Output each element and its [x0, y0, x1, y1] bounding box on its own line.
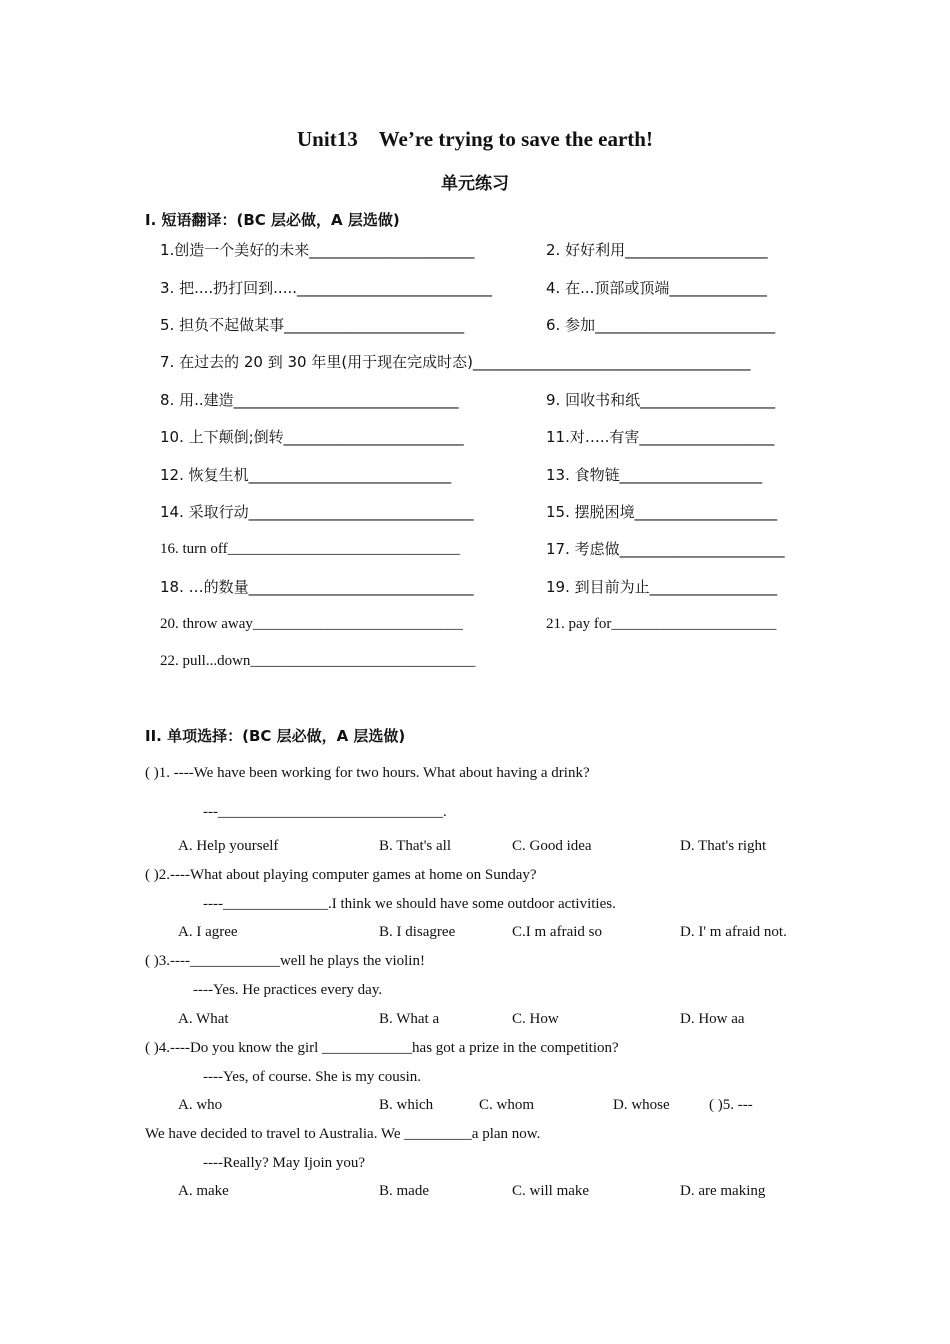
- phrase-item-17: 17. 考虑做______________________: [546, 540, 785, 558]
- page-subtitle: 单元练习: [441, 174, 509, 194]
- question-5-stem: We have decided to travel to Australia. We _________a plan now.: [145, 1126, 541, 1142]
- question-3-option-a: A. What: [178, 1011, 229, 1027]
- question-1-option-b: B. That's all: [379, 838, 452, 854]
- phrase-item-1: 1.创造一个美好的未来______________________: [160, 241, 475, 259]
- question-5-option-a: A. make: [178, 1183, 229, 1199]
- question-1-option-c: C. Good idea: [512, 838, 592, 854]
- question-5-option-c: C. will make: [512, 1183, 590, 1199]
- question-2-option-d: D. I' m afraid not.: [680, 924, 787, 940]
- question-3-option-d: D. How aa: [680, 1011, 745, 1027]
- question-3-stem: ( )3.----____________well he plays the violin!: [145, 953, 425, 969]
- phrase-item-2: 2. 好好利用___________________: [546, 241, 768, 259]
- question-5-reply: ----Really? May Ijoin you?: [203, 1155, 366, 1171]
- phrase-item-7: 7. 在过去的 20 到 30 年里(用于现在完成时态)_____________________________________: [160, 353, 751, 371]
- question-3-option-c: C. How: [512, 1011, 559, 1027]
- question-4-option-b: B. which: [379, 1097, 434, 1113]
- section-2-heading: II. 单项选择：(BC 层必做，A 层选做): [145, 727, 406, 745]
- page-title: Unit13 We’re trying to save the earth!: [297, 127, 653, 151]
- question-2-option-b: B. I disagree: [379, 924, 456, 940]
- phrase-item-6: 6. 参加________________________: [546, 316, 776, 334]
- phrase-item-11: 11.对…..有害__________________: [546, 428, 775, 446]
- question-2-reply: ----______________.I think we should have some outdoor activities.: [203, 896, 616, 912]
- phrase-item-13: 13. 食物链___________________: [546, 466, 763, 484]
- question-4-option-d: D. whose: [613, 1097, 670, 1113]
- phrase-item-9: 9. 回收书和纸__________________: [546, 391, 776, 409]
- question-5-option-d: D. are making: [680, 1183, 766, 1199]
- question-5-number: ( )5. ---: [709, 1097, 753, 1113]
- question-1-stem: ( )1. ----We have been working for two hours. What about having a drink?: [145, 765, 590, 781]
- question-1-option-d: D. That's right: [680, 838, 767, 854]
- section-1-heading: I. 短语翻译：(BC 层必做，A 层选做): [145, 211, 400, 229]
- question-2-option-a: A. I agree: [178, 924, 238, 940]
- question-1-option-a: A. Help yourself: [178, 838, 279, 854]
- phrase-item-20: 20. throw away____________________________: [160, 616, 463, 632]
- phrase-item-18: 18. …的数量______________________________: [160, 578, 474, 596]
- phrase-item-8: 8. 用..建造______________________________: [160, 391, 459, 409]
- phrase-item-15: 15. 摆脱困境___________________: [546, 503, 778, 521]
- phrase-item-19: 19. 到目前为止_________________: [546, 578, 778, 596]
- question-3-option-b: B. What a: [379, 1011, 440, 1027]
- question-4-option-a: A. who: [178, 1097, 223, 1113]
- question-4-reply: ----Yes, of course. She is my cousin.: [203, 1069, 422, 1085]
- phrase-item-21: 21. pay for______________________: [546, 616, 777, 632]
- question-2-stem: ( )2.----What about playing computer games at home on Sunday?: [145, 867, 537, 883]
- question-3-reply: ----Yes. He practices every day.: [193, 982, 383, 998]
- phrase-item-5: 5. 担负不起做某事________________________: [160, 316, 465, 334]
- phrase-item-3: 3. 把....扔打回到.....__________________________: [160, 279, 492, 297]
- phrase-item-4: 4. 在...顶部或顶端_____________: [546, 279, 767, 297]
- phrase-item-12: 12. 恢复生机___________________________: [160, 466, 452, 484]
- phrase-item-16: 16. turn off_______________________________: [160, 541, 461, 557]
- question-4-stem: ( )4.----Do you know the girl ____________has got a prize in the competition?: [145, 1040, 619, 1056]
- phrase-item-22: 22. pull...down______________________________: [160, 653, 476, 669]
- phrase-item-10: 10. 上下颠倒;倒转________________________: [160, 428, 464, 446]
- question-1-reply: ---______________________________.: [203, 804, 447, 820]
- question-5-option-b: B. made: [379, 1183, 429, 1199]
- phrase-item-14: 14. 采取行动______________________________: [160, 503, 474, 521]
- question-2-option-c: C.I m afraid so: [512, 924, 602, 940]
- question-4-option-c: C. whom: [479, 1097, 535, 1113]
